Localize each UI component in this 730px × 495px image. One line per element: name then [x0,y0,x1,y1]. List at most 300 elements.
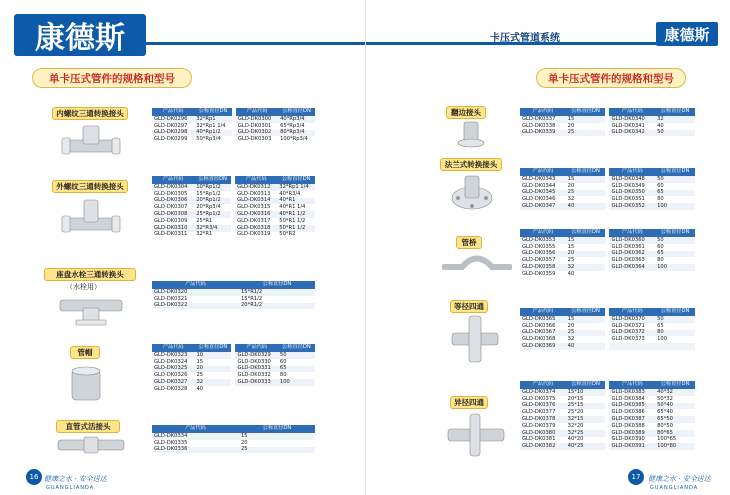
flange-image [450,172,494,212]
table-cell: 20*Rp3/4 [194,204,231,211]
table-cell: 10*Rp1/2 [194,184,231,191]
page-number: 16 [26,469,42,485]
table-cell: 15*R1/2 [239,296,315,303]
table-cell: 15 [566,176,606,183]
table-cell: GLD-DK0382 [520,443,566,450]
table-cell: GLD-DK0346 [520,196,566,203]
table-cell: 20 [566,123,606,130]
table-row [152,447,315,454]
table-header-cell: 产品代码 [609,168,655,176]
table-cell: GLD-DK0378 [520,416,566,423]
table-cell: GLD-DK0352 [609,203,655,210]
table-cell: 50*R1 1/2 [277,218,315,225]
table-cell: GLD-DK0361 [609,244,655,251]
table-row [520,389,695,396]
table-cell: 25*15 [566,403,606,410]
spec-table [520,108,695,136]
table-cell: GLD-DK0336 [152,447,239,454]
table-header-cell: 产品代码 [152,108,194,116]
table-cell: 50*R2 [277,232,315,239]
table-cell: GLD-DK0368 [520,336,566,343]
table-cell: GLD-DK0390 [609,437,655,444]
table-cell: 20 [566,323,606,330]
tap-tee-image [56,292,126,328]
table-row [520,176,695,183]
table-cell: GLD-DK0324 [152,359,194,366]
table-cell: 80 [655,257,695,264]
footer-brand: GUANGLIANDA [650,485,699,491]
table-header-cell: 公称直径DN [566,381,606,389]
table-cell: GLD-DK0358 [520,264,566,271]
table-cell: GLD-DK0371 [609,323,655,330]
table-cell: GLD-DK0353 [520,237,566,244]
header-rule [146,42,365,45]
page-number: 17 [628,469,644,485]
table-row [152,352,315,359]
table-row [152,303,315,310]
table-cell: GLD-DK0297 [152,123,194,130]
table-cell: GLD-DK0300 [236,116,278,123]
table-cell: GLD-DK0350 [609,190,655,197]
table-cell: 100*Rp3/4 [278,136,315,143]
table-cell: GLD-DK0387 [609,416,655,423]
footer-slogan: 健康之水 · 安全送达 [648,475,711,483]
table-cell: 10 [194,352,231,359]
table-cell: 20 [194,366,231,373]
table-header-cell: 产品代码 [236,108,278,116]
table-cell: GLD-DK0313 [235,191,277,198]
table-cell: 25 [566,257,606,264]
table-row [152,232,315,239]
table-cell: GLD-DK0376 [520,403,566,410]
table-cell: 32 [566,264,606,271]
table-cell: GLD-DK0356 [520,251,566,258]
table-cell: GLD-DK0351 [609,196,655,203]
table-cell: 32*R1 [194,232,231,239]
table-cell: GLD-DK0298 [152,130,194,137]
table-cell: GLD-DK0384 [609,396,655,403]
table-header-row [152,281,315,289]
brand-logo: 康德斯 [656,22,718,46]
table-cell: GLD-DK0320 [152,289,239,296]
table-cell: GLD-DK0372 [609,330,655,337]
table-cell: GLD-DK0344 [520,183,566,190]
table-cell: 60 [655,183,695,190]
table-header-cell: 产品代码 [609,229,655,237]
section-title: 单卡压式管件的规格和型号 [32,68,192,88]
table-cell: GLD-DK0366 [520,323,566,330]
table-header-row [152,425,315,433]
product-caption: 管帽 [70,346,100,359]
table-cell: 32*Rp1 1/4 [277,184,315,191]
table-cell: GLD-DK0321 [152,296,239,303]
table-cell: GLD-DK0383 [609,389,655,396]
union-image [56,434,126,456]
table-header-cell: 产品代码 [520,308,566,316]
table-cell: 20 [566,183,606,190]
table-cell: 80*65 [655,430,695,437]
product-subcaption: （水栓用） [66,283,101,291]
table-cell: 32*R3/4 [194,225,231,232]
table-header-row [152,108,315,116]
table-cell: GLD-DK0363 [609,257,655,264]
table-cell: GLD-DK0308 [152,211,194,218]
table-cell: GLD-DK0391 [609,443,655,450]
table-header-cell: 公称直径DN [239,425,315,433]
table-cell: 15 [566,244,606,251]
table-row [152,211,315,218]
table-header-cell: 公称直径DN [277,176,315,184]
table-cell: 65*50 [655,416,695,423]
table-row [152,433,315,440]
table-cell: GLD-DK0362 [609,251,655,258]
table-cell: GLD-DK0360 [609,237,655,244]
table-cell: GLD-DK0370 [609,316,655,323]
table-cell: 20*15 [566,396,606,403]
table-cell: GLD-DK0317 [235,218,277,225]
table-cell: GLD-DK0322 [152,303,239,310]
table-header-cell: 产品代码 [152,344,194,352]
table-cell: 65 [655,190,695,197]
table-cell [609,343,655,350]
section-title: 单卡压式管件的规格和型号 [536,68,686,88]
table-header-row [152,176,315,184]
table-cell: 50 [655,316,695,323]
table-cell: 40*Rp1/2 [194,130,232,137]
table-header-row [520,381,695,389]
table-cell: 25*20 [566,409,606,416]
table-row [520,416,695,423]
table-cell: 50*32 [655,396,695,403]
table-cell: 50*R1 1/2 [277,225,315,232]
table-header-row [520,168,695,176]
table-cell: 20*R1/2 [239,303,315,310]
table-row [520,203,695,210]
table-cell: 40*R1 1/2 [277,211,315,218]
table-cell: 40*R1 [277,198,315,205]
table-cell: GLD-DK0329 [235,352,277,359]
table-cell: 100*65 [655,437,695,444]
table-cell: GLD-DK0377 [520,409,566,416]
table-cell: GLD-DK0325 [152,366,194,373]
table-cell: GLD-DK0306 [152,198,194,205]
table-header-row [520,308,695,316]
table-cell: 40*32 [655,389,695,396]
table-cell: GLD-DK0307 [152,204,194,211]
flange-adapter-image [456,120,486,148]
table-cell: 15 [239,433,315,440]
table-cell: 50*Rp3/4 [194,136,232,143]
header-title: 卡压式管道系统 [490,33,560,44]
table-cell: GLD-DK0357 [520,257,566,264]
spec-table [152,176,315,238]
table-cell: GLD-DK0388 [609,423,655,430]
table-cell: 15 [566,116,606,123]
table-cell [609,271,655,278]
table-cell [655,343,695,350]
table-cell: GLD-DK0381 [520,437,566,444]
table-cell: GLD-DK0342 [609,130,655,137]
table-cell: 20 [566,251,606,258]
spec-table [152,425,315,453]
table-row [520,343,695,350]
pipe-bridge-image [442,252,512,272]
table-cell: 15*Rp1/2 [194,191,231,198]
table-cell: 50 [655,237,695,244]
table-cell: GLD-DK0389 [609,430,655,437]
table-header-cell: 公称直径DN [566,108,606,116]
table-cell: 25*Rp1/2 [194,211,231,218]
table-cell: GLD-DK0369 [520,343,566,350]
table-cell: 25 [566,330,606,337]
product-caption: 座盘水栓三通转换头 [44,268,136,281]
table-cell: 40*Rp3/4 [278,116,315,123]
table-cell: 32*Rp1 [194,116,232,123]
table-cell: 25 [566,130,606,137]
table-cell: GLD-DK0334 [152,433,239,440]
footer-brand: GUANGLIANDA [46,485,95,491]
table-cell: GLD-DK0380 [520,430,566,437]
table-cell: GLD-DK0323 [152,352,194,359]
table-cell: GLD-DK0304 [152,184,194,191]
table-header-cell: 公称直径DN [655,308,695,316]
table-cell: 65*40 [655,409,695,416]
table-cell: GLD-DK0374 [520,389,566,396]
table-header-cell: 公称直径DN [655,168,695,176]
table-cell: GLD-DK0331 [235,366,277,373]
table-cell: 32 [566,336,606,343]
table-cell: 65 [655,251,695,258]
table-cell: 32 [194,379,231,386]
table-cell: GLD-DK0365 [520,316,566,323]
table-cell: 80 [655,196,695,203]
table-cell: 32*25 [566,430,606,437]
table-cell: GLD-DK0327 [152,379,194,386]
table-cell: 80*Rp3/4 [278,130,315,137]
table-cell: GLD-DK0337 [520,116,566,123]
table-cell: GLD-DK0315 [235,204,277,211]
table-header-cell: 公称直径DN [566,308,606,316]
table-header-cell: 公称直径DN [655,229,695,237]
footer-slogan: 健康之水 · 安全送达 [44,475,107,483]
table-cell: 40 [566,271,606,278]
table-cell: GLD-DK0302 [236,130,278,137]
pipe-cap-image [66,364,106,404]
table-header-cell: 公称直径DN [566,229,606,237]
table-cell: 40*25 [566,443,606,450]
table-row [152,218,315,225]
table-row [152,289,315,296]
table-header-cell: 公称直径DN [655,381,695,389]
table-cell: 32 [655,116,695,123]
spec-table [152,108,315,143]
table-cell: 50 [655,130,695,137]
table-cell: 15 [194,359,231,366]
table-row [152,136,315,143]
table-row [520,264,695,271]
table-cell: GLD-DK0328 [152,386,194,393]
table-header-cell: 产品代码 [520,381,566,389]
table-row [520,130,695,137]
product-caption: 等径四通 [450,300,488,313]
table-cell: 100 [278,379,315,386]
spec-table [520,168,695,210]
table-cell: 80*50 [655,423,695,430]
table-cell: GLD-DK0296 [152,116,194,123]
table-cell: GLD-DK0316 [235,211,277,218]
product-caption: 管桥 [456,236,482,249]
table-cell: 100*80 [655,443,695,450]
table-cell: GLD-DK0299 [152,136,194,143]
table-cell: 80 [655,330,695,337]
table-cell: GLD-DK0373 [609,336,655,343]
table-header-cell: 产品代码 [235,344,277,352]
table-cell: 100 [655,264,695,271]
table-header-cell: 公称直径DN [655,108,695,116]
table-header-cell: 公称直径DN [278,344,315,352]
spec-table [152,281,315,309]
table-cell: GLD-DK0349 [609,183,655,190]
table-cell: 25 [194,372,231,379]
table-header-cell: 产品代码 [152,425,239,433]
table-cell: GLD-DK0348 [609,176,655,183]
table-cell: 100 [655,203,695,210]
table-cell: 65*Rp3/4 [278,123,315,130]
table-cell: GLD-DK0310 [152,225,194,232]
table-cell: GLD-DK0364 [609,264,655,271]
table-row [520,116,695,123]
table-header-row [520,229,695,237]
table-cell: 32 [566,196,606,203]
table-cell: GLD-DK0330 [235,359,277,366]
table-cell: 40 [194,386,231,393]
product-caption: 翻边接头 [446,106,486,119]
spec-table [520,308,695,350]
table-cell: GLD-DK0332 [235,372,277,379]
right-page [365,0,730,495]
table-cell: 50 [278,352,315,359]
table-row [520,443,695,450]
table-cell [278,386,315,393]
table-cell: GLD-DK0311 [152,232,194,239]
table-cell: GLD-DK0379 [520,423,566,430]
table-row [152,116,315,123]
table-cell: 40 [566,203,606,210]
spec-table [152,344,315,393]
table-cell: 25 [566,190,606,197]
table-cell: 40 [655,123,695,130]
table-cell: GLD-DK0305 [152,191,194,198]
table-header-cell: 产品代码 [609,308,655,316]
table-cell: GLD-DK0359 [520,271,566,278]
table-header-cell: 产品代码 [152,281,239,289]
table-cell: 20*Rp1/2 [194,198,231,205]
product-caption: 内螺纹三通转换接头 [52,107,128,120]
table-header-cell: 公称直径DN [566,168,606,176]
table-cell: 40 [566,343,606,350]
table-cell: 32*20 [566,423,606,430]
table-cell [655,271,695,278]
table-cell: 15 [566,316,606,323]
table-cell: 25*R1 [194,218,231,225]
table-header-cell: 产品代码 [520,229,566,237]
table-cell: 60 [655,244,695,251]
table-row [152,386,315,393]
spec-table [520,229,695,278]
table-cell: GLD-DK0340 [609,116,655,123]
product-caption: 外螺纹三通转换接头 [52,180,128,193]
table-row [152,184,315,191]
table-header-cell: 产品代码 [520,108,566,116]
product-caption: 法兰式转换接头 [440,158,502,171]
table-cell: 100 [655,336,695,343]
table-header-cell: 产品代码 [609,381,655,389]
product-caption: 直管式活接头 [56,420,120,433]
table-cell: GLD-DK0333 [235,379,277,386]
table-cell [235,386,277,393]
tee-fitting-image [60,122,122,164]
table-cell: 40*R3/4 [277,191,315,198]
table-row [520,237,695,244]
table-cell: 60 [278,359,315,366]
table-header-cell: 产品代码 [235,176,277,184]
table-cell: 65 [655,323,695,330]
table-cell: GLD-DK0326 [152,372,194,379]
reducing-cross-image [446,410,506,460]
table-cell: 40*20 [566,437,606,444]
table-cell: 32*Rp1 1/4 [194,123,232,130]
table-header-row [152,344,315,352]
table-cell: 32*15 [566,416,606,423]
table-header-cell: 产品代码 [152,176,194,184]
table-cell: GLD-DK0338 [520,123,566,130]
table-cell: GLD-DK0309 [152,218,194,225]
table-cell: GLD-DK0347 [520,203,566,210]
table-header-cell: 产品代码 [520,168,566,176]
table-cell: 20 [239,440,315,447]
equal-cross-image [450,314,500,364]
table-header-cell: 公称直径DN [194,108,232,116]
table-row [152,379,315,386]
table-cell: 50*40 [655,403,695,410]
table-cell: 80 [278,372,315,379]
table-header-cell: 产品代码 [609,108,655,116]
table-cell: GLD-DK0343 [520,176,566,183]
table-header-cell: 公称直径DN [194,344,231,352]
table-cell: GLD-DK0341 [609,123,655,130]
table-cell: GLD-DK0314 [235,198,277,205]
table-cell: 15*R1/2 [239,289,315,296]
table-cell: GLD-DK0355 [520,244,566,251]
table-cell: GLD-DK0386 [609,409,655,416]
table-cell: GLD-DK0303 [236,136,278,143]
product-caption: 异径四通 [450,396,488,409]
table-cell: 25 [239,447,315,454]
table-cell: GLD-DK0335 [152,440,239,447]
table-cell: GLD-DK0301 [236,123,278,130]
table-cell: GLD-DK0339 [520,130,566,137]
spec-table [520,381,695,450]
table-row [520,316,695,323]
tee-fitting-image [60,196,122,246]
table-cell: GLD-DK0318 [235,225,277,232]
table-cell: GLD-DK0312 [235,184,277,191]
table-cell: 15*10 [566,389,606,396]
table-cell: GLD-DK0375 [520,396,566,403]
table-cell: 40*R1 1/4 [277,204,315,211]
table-row [520,423,695,430]
table-cell: 50 [655,176,695,183]
